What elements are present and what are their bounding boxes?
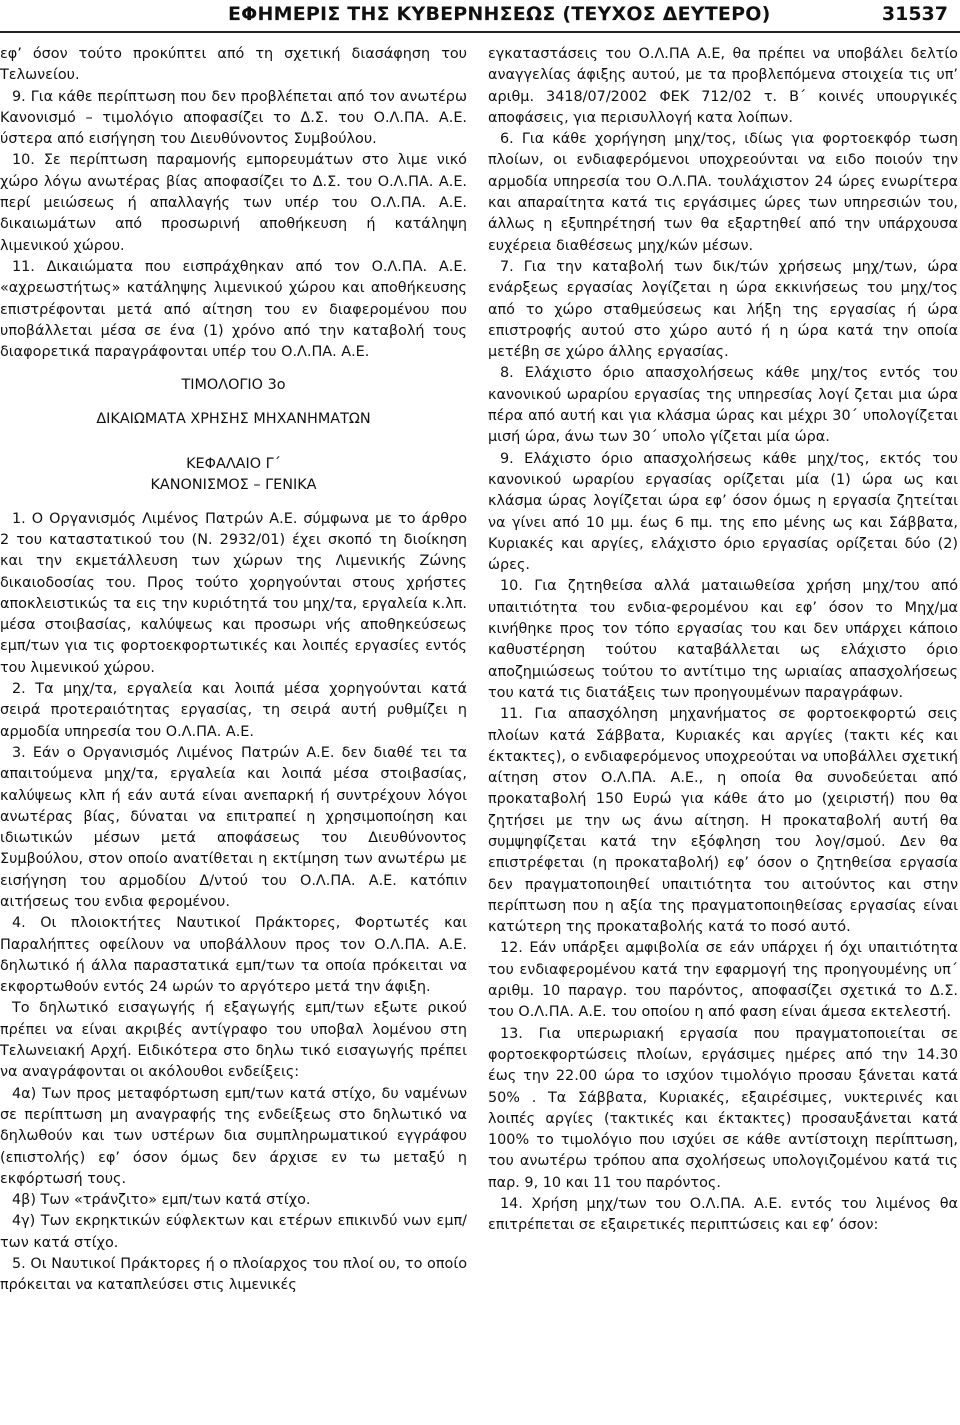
page-header xyxy=(0,0,960,38)
paragraph: 13. Για υπερωριακή εργασία που πραγματοποιείται σε φορτοεκφορτώσεις πλοίων, εργάσιμες ημέρες από την 14.30 έως την 22.00 ώρα το ισχύον τιμολόγιο προσαυ ξάνεται κατά 50% . Τα Σάββατα, Κυριακές, εξαιρέσιμες, νυκτερινές και λοιπές αργίες (τακτικές και έκτακτες) προσαυξάνεται κατά 100% το τιμολόγιο που ισχύει σε κάθε αντίστοιχη περίπτωση, του ανωτέρω τρόπου απα σχολήσεως υπολογιζομένου κατά τις παρ. 9, 10 και 11 του παρόντος. xyxy=(488,1025,958,1191)
paragraph: 6. Για κάθε χορήγηση μηχ/τος, ιδίως για φορτοεκφόρ τωση πλοίων, οι ενδιαφερόμενοι υποχρεούνται να ειδο ποιούν την αρμοδία υπηρεσία του Ο.Λ.ΠΑ. τουλάχιστον 24 ώρες ενωρίτερα και απαραίτητα κατά τις εργάσιμες ώρες των υπηρεσιών του, άλλως η εξυπηρέτησή των θα εξαρτηθεί από την υπάρχουσα ευχέρεια διαθέσεως μηχ/κών μέσων. xyxy=(488,131,958,254)
paragraph: 12. Εάν υπάρξει αμφιβολία σε εάν υπάρχει ή όχι υπαιτιότητα του ενδιαφερομένου κατά την εφαρμογή της προηγουμένης υπ΄ αριθμ. 10 παραγρ. του παρόντος, αποφασίζει σχετικά το Δ.Σ. του Ο.Λ.ΠΑ. Α.Ε. του οποίου η από φαση είναι άμεσα εκτελεστή. xyxy=(488,940,958,1021)
paragraph: 4α) Των προς μεταφόρτωση εμπ/των κατά στίχο, δυ ναμένων σε περίπτωση μη αναγραφής της ενδείξεως στο δηλωτικό να δηλωθούν και των υστέρων δια συμπληρωματικού εγγράφου (επιστολής) εφ’ όσον όμως δεν άρχισε εν τω μεταξύ η εκφόρτωσή τους. xyxy=(0,1085,467,1187)
paragraph: 3. Εάν ο Οργανισμός Λιμένος Πατρών Α.Ε. δεν διαθέ τει τα απαιτούμενα μηχ/τα, εργαλεία και λοιπά μέσα στοιβασίας, καλύψεως κλπ ή εάν αυτά είναι ανεπαρκή ή συντρέχουν λόγοι ανωτέρας βίας, δύναται να επιτραπεί η χρησιμοποίηση και ιδιωτικών μέσων μετά αποφάσεως του Διευθύνοντος Συμβούλου, στον οποίο ανατίθεται η εκτίμηση των ανωτέρω με εισήγηση του αρμοδίου Δ/ντού του Ο.Λ.ΠΑ. Α.Ε. κατόπιν αιτήσεως του ενδια φερομένου. xyxy=(0,744,467,910)
paragraph: Το δηλωτικό εισαγωγής ή εξαγωγής εμπ/των εξωτε ρικού πρέπει να είναι ακριβές αντίγραφο του υποβαλ λομένου στη Τελωνειακή Αρχή. Ειδικότερα στο δηλω τικό εισαγωγής πρέπει να αναγράφονται οι ακόλουθοι ενδείξεις: xyxy=(0,1000,467,1081)
paragraph: 9. Για κάθε περίπτωση που δεν προβλέπεται από τον ανωτέρω Κανονισμό – τιμολόγιο αποφασίζει το Δ.Σ. του Ο.Λ.ΠΑ. Α.Ε. ύστερα από εισήγηση του Διευθύνοντος Συμβούλου. xyxy=(0,88,467,148)
paragraph: 4. Οι πλοιοκτήτες Ναυτικοί Πράκτορες, Φορτωτές και Παραλήπτες οφείλουν να υποβάλλουν προς τον Ο.Λ.ΠΑ. Α.Ε. δηλωτικό ή άλλα παραστατικά εμπ/των τα οποία πρόκειται να εκφορτωθούν εντός 24 ωρών το αργότερο μετά την άφιξη. xyxy=(0,915,467,996)
paragraph: 9. Ελάχιστο όριο απασχολήσεως κάθε μηχ/τος, εκτός του κανονικού ωραρίου εργασίας ορίζεται μία (1) ώρα ως και κλάσμα ώρας λογίζεται ώρα εφ’ όσον όμως η εργασία ζητείται να γίνει από 10 μμ. έως 6 πμ. της επο μένης ως και Σάββατα, Κυριακές και αργίες, ελάχιστο όριο εργασίας ορίζεται δύο (2) ώρες. xyxy=(488,450,958,574)
header-rule xyxy=(0,31,960,33)
paragraph: 5. Οι Ναυτικοί Πράκτορες ή ο πλοίαρχος του πλοί ου, το οποίο πρόκειται να καταπλεύσει στις λιμενικές xyxy=(0,1256,467,1294)
paragraph: 4γ) Των εκρηκτικών εύφλεκτων και ετέρων επικινδύ νων εμπ/των κατά στίχο. xyxy=(0,1213,467,1251)
section-heading: ΔΙΚΑΙΩΜΑΤΑ ΧΡΗΣΗΣ ΜΗΧΑΝΗΜΑΤΩΝ xyxy=(96,410,371,427)
gazette-title: ΕΦΗΜΕΡΙΣ ΤΗΣ ΚΥΒΕΡΝΗΣΕΩΣ (ΤΕΥΧΟΣ ΔΕΥΤΕΡΟ) xyxy=(228,3,771,25)
paragraph: 4β) Των «τράνζιτο» εμπ/των κατά στίχο. xyxy=(12,1192,311,1209)
right-column xyxy=(488,44,958,1237)
paragraph: 1. Ο Οργανισμός Λιμένος Πατρών Α.Ε. σύμφωνα με το άρθρο 2 του καταστατικού του (Ν. 2932/01) έχει σκοπό τη διοίκηση και την εκμετάλλευση των χώρων της Λιμενικής Ζώνης δικαιοδοσίας του. Προς τούτο χορηγούνται στους χρήστες αποκλειστικώς τα εις την κυριότητά του μηχ/τα, εργαλεία κ.λπ. μέσα στοιβασίας, καλύψεως και προσωρι νής αποθηκεύσεως εμπ/των για τις φορτοεκφορτωτικές και λοιπές εργασίες εντός του λιμενικού χώρου. xyxy=(0,510,467,676)
chapter-heading: ΚΕΦΑΛΑΙΟ Γ΄ xyxy=(186,456,281,473)
paragraph: 8. Ελάχιστο όριο απασχολήσεως κάθε μηχ/τος εντός του κανονικού ωραρίου εργασίας της υπηρεσίας λογί ζεται μια ώρα πέρα από αυτή και για κλάσμα ώρας και μέχρι 30΄ υπολογίζεται μισή ώρα, άνω των 30΄ υπολο γίζεται μία ώρα. xyxy=(488,365,958,446)
paragraph: 14. Χρήση μηχ/των του Ο.Λ.ΠΑ. Α.Ε. εντός του λιμένος θα επιτρέπεται σε εξαιρετικές περιπτώσεις και εφ’ όσον: xyxy=(488,1196,958,1234)
paragraph: 11. Δικαιώματα που εισπράχθηκαν από τον Ο.Λ.ΠΑ. Α.Ε. «αχρεωστήτως» κατάληψης λιμενικού χώρου και αποθήκευσης επιστρέφονται μετά από αίτηση του εν διαφερομένου που υποβάλλεται μέσα σε ένα (1) χρόνο από την καταβολή τους διαφορετικά παραγράφονται υπέρ του Ο.Λ.ΠΑ. Α.Ε. xyxy=(0,258,467,361)
left-column xyxy=(0,44,467,1297)
paragraph: 11. Για απασχόληση μηχανήματος σε φορτοεκφορτώ σεις πλοίων κατά Σάββατα, Κυριακές και αργίες (τακτι κές και έκτακτες), ο ενδιαφερόμενος υποχρεούται να υποβάλλει σχετική αίτηση στον Ο.Λ.ΠΑ. Α.Ε., η οποία θα συνοδεύεται από προκαταβολή 150 Ευρώ για κάθε άτο μο (χειριστή) που θα ζητήσει με την ως άνω αίτηση. Η προκαταβολή αυτή θα συμψηφίζεται κατά την εξόφληση του λογ/σμού. Δεν θα επιστρέφεται (η προκαταβολή) εφ’ όσον ο ζητηθείσα εργασία δεν πραγματοποιηθεί υπαιτιότητα του αιτούντος και στην περίπτωση που η αξία της πραγματοποιηθείσας εργασίας είναι κατώτερη της προκαταβολής κατά το ποσό αυτό. xyxy=(488,706,958,936)
paragraph: 7. Για την καταβολή των δικ/τών χρήσεως μηχ/των, ώρα ενάρξεως εργασίας λογίζεται η ώρα εκκινήσεως του μηχ/τος από το χώρο σταθμεύσεως και λήξη της εργασίας ή ώρα επιστροφής αυτού στο χώρο αυτό ή η ώρα κατά την οποία μετέβη σε χώρο άλλης εργασίας. xyxy=(488,258,958,361)
chapter-subheading: ΚΑΝΟΝΙΣΜΟΣ – ΓΕΝΙΚΑ xyxy=(150,477,317,494)
paragraph: 10. Για ζητηθείσα αλλά ματαιωθείσα χρήση μηχ/του από υπαιτιότητα του ενδια-φερομένου και εφ’ όσον το Μηχ/μα κινήθηκε προς τον τόπο εργασίας του και δεν υπάρχει κάποιο καθυστέρηση τούτου καταβάλλεται ως ελάχιστο όριο αποζημιώσεως τούτου το αντίτιμο της ωριαίας απασχολήσεως του κατά τις διατάξεις των προηγουμένων παραγράφων. xyxy=(488,578,958,701)
paragraph: 10. Σε περίπτωση παραμονής εμπορευμάτων στο λιμε νικό χώρο λόγω ανωτέρας βίας αποφασίζει το Δ.Σ. του Ο.Λ.ΠΑ. Α.Ε. περί μειώσεως ή απαλλαγής των υπέρ του Ο.Λ.ΠΑ. Α.Ε. δικαιωμάτων από προσωρινή αποθήκευση ή κατάληψη λιμενικού χώρου. xyxy=(0,152,467,254)
paragraph: εφ’ όσον τούτο προκύπτει από τη σχετική διασάφηση του Τελωνείου. xyxy=(0,46,467,84)
section-heading: ΤΙΜΟΛΟΓΙΟ 3ο xyxy=(181,377,286,394)
paragraph: εγκαταστάσεις του Ο.Λ.ΠΑ Α.Ε, θα πρέπει να υποβάλει δελτίο αναγγελίας άφιξης αυτού, με τα προβλεπόμενα στοιχεία τις υπ’ αριθμ. 3418/07/2002 ΦΕΚ 712/02 τ. Β΄ κοινές υπουργικές αποφάσεις, για περισυλλογή κατα λοίπων. xyxy=(488,46,958,126)
page-number: 31537 xyxy=(881,3,948,25)
paragraph: 2. Τα μηχ/τα, εργαλεία και λοιπά μέσα χορηγούνται κατά σειρά προτεραιότητας εργασίας, τη σειρά αυτή ρυθμίζει η αρμοδία υπηρεσία του Ο.Λ.ΠΑ. Α.Ε. xyxy=(0,681,467,740)
